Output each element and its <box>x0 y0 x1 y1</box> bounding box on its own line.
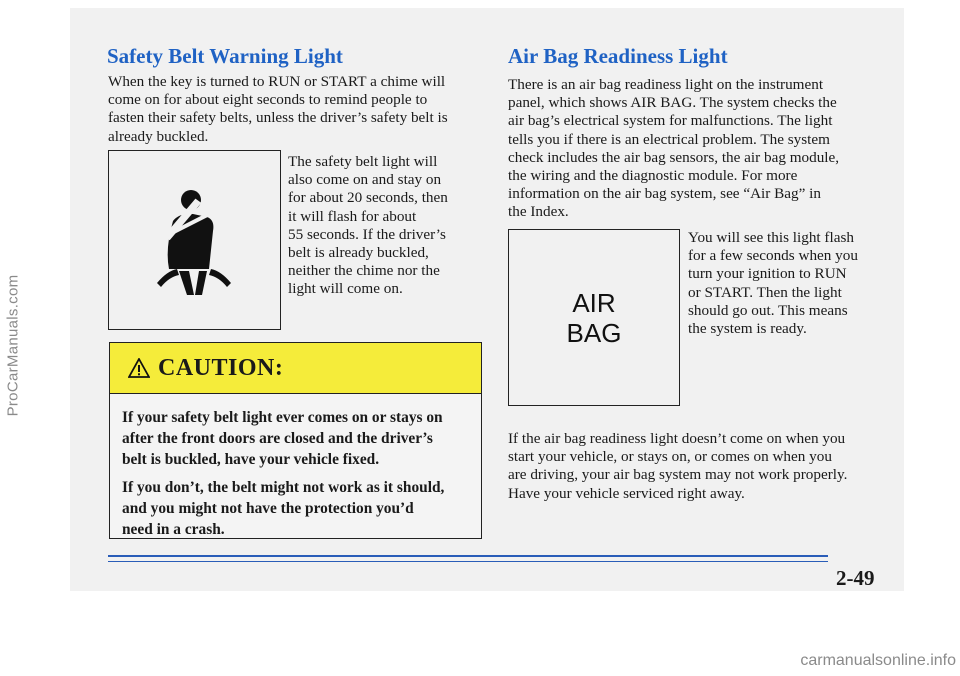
footer-rule <box>108 561 828 562</box>
caution-label: CAUTION: <box>158 354 284 381</box>
air-bag-indicator-box <box>508 229 680 406</box>
footer-rule <box>108 555 828 557</box>
air-bag-heading: Air Bag Readiness Light <box>508 44 728 68</box>
side-watermark: ProCarManuals.com <box>4 274 22 416</box>
seatbelt-icon-box <box>108 150 281 330</box>
caution-body <box>110 394 481 540</box>
caution-header <box>110 343 481 394</box>
caution-box <box>109 342 482 539</box>
warning-triangle-icon <box>128 358 150 378</box>
air-bag-closing: If the air bag readiness light doesn’t come on when you start your vehicle, or stays on, or comes on when you are driving, your air bag system may not work properly. Have your vehicle serviced right away. <box>508 430 848 502</box>
air-bag-side-text: You will see this light flash for a few seconds when you turn your ignition to RUN or START. Then the light should go out. This means the system is ready. <box>688 229 858 338</box>
air-bag-intro: There is an air bag readiness light on the instrument panel, which shows AIR BAG. The system checks the air bag’s electrical system for malfunctions. The light tells you if there is an electrical problem. The system check includes the air bag sensors, the air bag module, the wiring and the diagnostic module. For more information on the air bag system, see “Air Bag” in the Index. <box>508 76 840 221</box>
caution-paragraph: If you don’t, the belt might not work as it should, and you might not have the protection you’d need in a crash. <box>122 479 445 538</box>
seatbelt-side-text: The safety belt light will also come on and stay on for about 20 seconds, then it will flash for about 55 seconds. If the driver’s belt is already buckled, neither the chime nor the light will come on. <box>288 153 448 298</box>
bottom-watermark: carmanualsonline.info <box>800 652 956 669</box>
safety-belt-heading: Safety Belt Warning Light <box>107 44 343 68</box>
caution-paragraph: If your safety belt light ever comes on or stays on after the front doors are closed and the driver’s belt is buckled, have your vehicle fixed. <box>122 409 443 468</box>
seatbelt-person-icon <box>149 187 239 297</box>
page-number: 2-49 <box>836 566 875 590</box>
air-bag-indicator-text: AIR BAG <box>566 288 622 348</box>
safety-belt-intro: When the key is turned to RUN or START a chime will come on for about eight seconds to remind people to fasten their safety belts, unless the driver’s safety belt is already buckled. <box>108 73 448 145</box>
